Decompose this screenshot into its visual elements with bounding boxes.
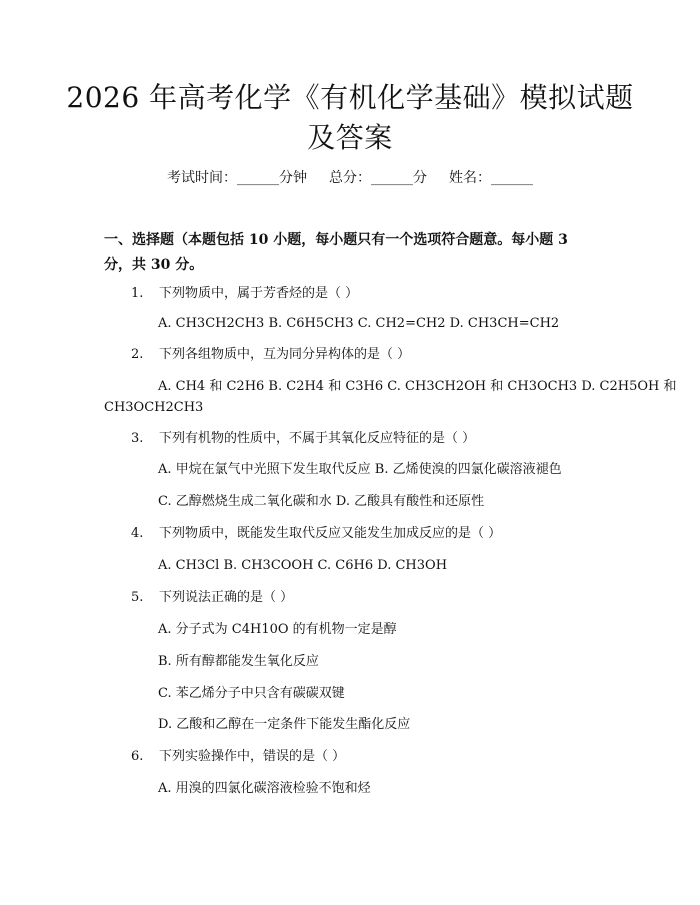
question-stem: 下列有机物的性质中，不属于其氧化反应特征的是（ ）	[159, 431, 476, 446]
question-stem: 下列实验操作中，错误的是（ ）	[159, 749, 346, 764]
question-4-options: A. CH3Cl B. CH3COOH C. C6H6 D. CH3OH	[158, 558, 448, 573]
question-number: 5.	[131, 590, 144, 605]
question-stem: 下列说法正确的是（ ）	[159, 590, 294, 605]
question-2-options: A. CH4 和 C2H6 B. C2H4 和 C3H6 C. CH3CH2OH 和 CH3OCH3 D. C2H5OH 和	[158, 379, 677, 394]
title-line-1: 2026 年高考化学《有机化学基础》模拟试题	[66, 81, 634, 114]
question-5-option-c: C. 苯乙烯分子中只含有碳碳双键	[158, 686, 345, 701]
question-5-option-a: A. 分子式为 C4H10O 的有机物一定是醇	[158, 622, 397, 637]
question-3	[131, 429, 475, 449]
question-5-option-d: D. 乙酸和乙醇在一定条件下能发生酯化反应	[158, 717, 411, 732]
total-score: 总分：______分	[329, 170, 427, 186]
question-6	[131, 747, 345, 767]
title-line-2: 及答案	[307, 121, 393, 154]
question-stem: 下列各组物质中，互为同分异构体的是（ ）	[159, 347, 411, 362]
question-stem: 下列物质中，属于芳香烃的是（ ）	[159, 286, 359, 301]
question-1-options: A. CH3CH2CH3 B. C6H5CH3 C. CH2=CH2 D. CH3CH=CH2	[158, 316, 560, 331]
question-number: 4.	[131, 526, 144, 541]
student-name: 姓名：______	[449, 170, 533, 186]
question-4	[131, 524, 501, 544]
question-number: 2.	[131, 347, 144, 362]
question-6-option-a: A. 用溴的四氯化碳溶液检验不饱和烃	[158, 781, 371, 796]
exam-title	[60, 78, 640, 158]
question-1	[131, 284, 358, 304]
question-5-option-b: B. 所有醇都能发生氧化反应	[158, 654, 319, 669]
question-3-options-cd: C. 乙醇燃烧生成二氧化碳和水 D. 乙酸具有酸性和还原性	[158, 494, 485, 509]
question-stem: 下列物质中，既能发生取代反应又能发生加成反应的是（ ）	[159, 526, 502, 541]
question-5	[131, 588, 293, 608]
question-2	[131, 345, 410, 365]
exam-meta	[0, 168, 700, 188]
section-heading: 一、选择题（本题包括 10 小题，每小题只有一个选项符合题意。每小题 3 分，共 30 分。	[104, 232, 568, 273]
exam-time: 考试时间：______分钟	[167, 170, 307, 186]
question-2-options-continued: CH3OCH2CH3	[104, 400, 204, 415]
question-number: 6.	[131, 749, 144, 764]
question-3-options-ab: A. 甲烷在氯气中光照下发生取代反应 B. 乙烯使溴的四氯化碳溶液褪色	[158, 462, 562, 477]
question-number: 1.	[131, 286, 144, 301]
question-number: 3.	[131, 431, 144, 446]
